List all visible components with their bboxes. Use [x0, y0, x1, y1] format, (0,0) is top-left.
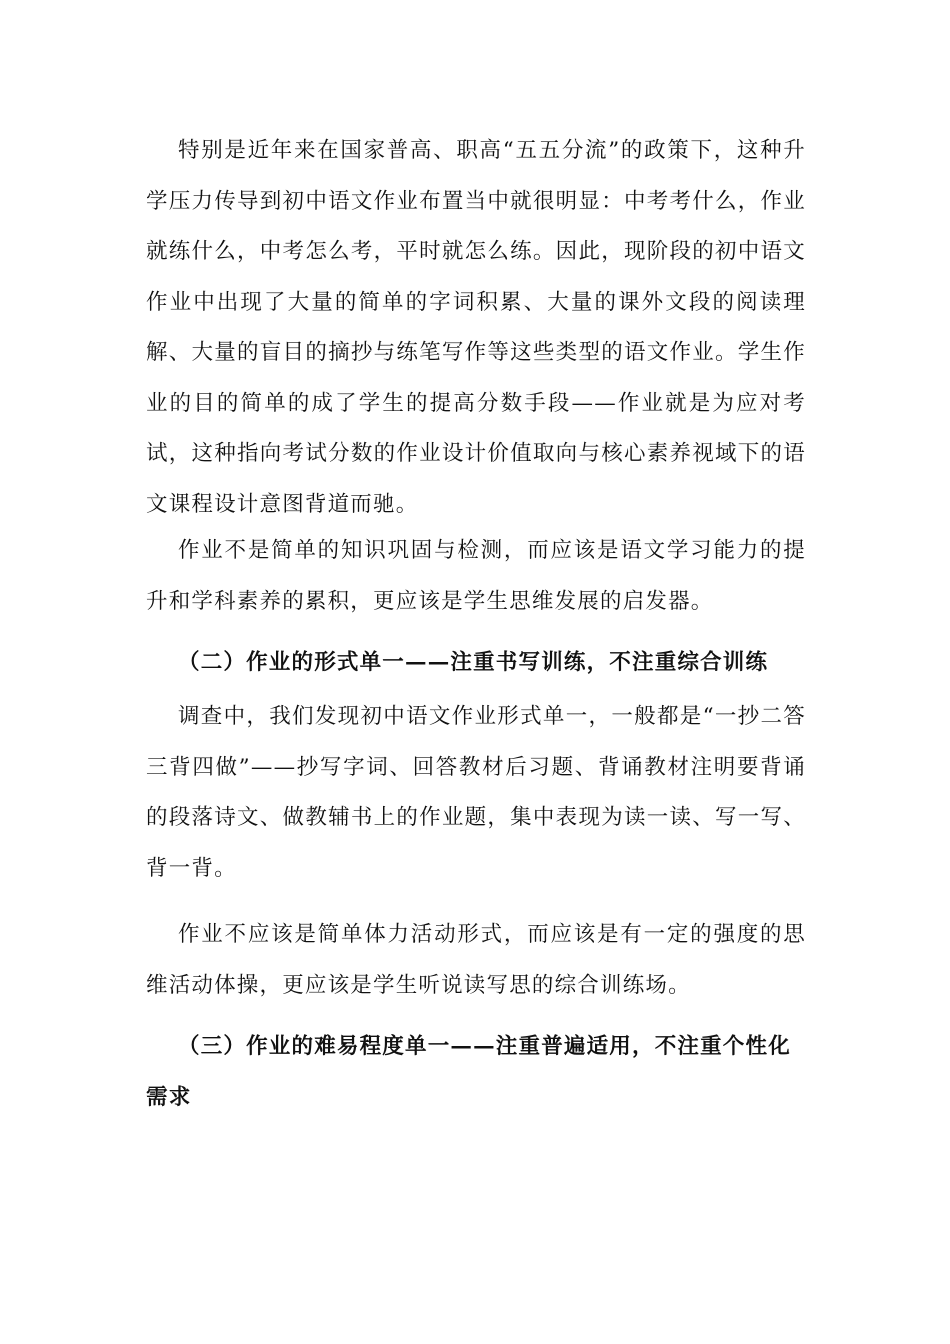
section-heading: （二）作业的形式单一——注重书写训练，不注重综合训练: [178, 650, 769, 675]
body-paragraph: 作业不应该是简单体力活动形式，而应该是有一定的强度的思维活动体操，更应该是学生听说读写思的综合训练场。: [146, 922, 806, 998]
body-paragraph: 特别是近年来在国家普高、职高“五五分流”的政策下，这种升学压力传导到初中语文作业布置当中就很明显：中考考什么，作业就练什么，中考怎么考，平时就怎么练。因此，现阶段的初中语文作业中出现了大量的简单的字词积累、大量的课外文段的阅读理解、大量的盲目的摘抄与练笔写作等这些类型的语文作业。学生作业的目的简单的成了学生的提高分数手段——作业就是为应对考试，这种指向考试分数的作业设计价值取向与核心素养视域下的语文课程设计意图背道而驰。: [146, 138, 806, 517]
body-paragraph: 调查中，我们发现初中语文作业形式单一，一般都是“一抄二答三背四做”——抄写字词、回答教材后习题、背诵教材注明要背诵的段落诗文、做教辅书上的作业题，集中表现为读一读、写一写、背一背。: [146, 704, 806, 881]
body-paragraph: 作业不是简单的知识巩固与检测，而应该是语文学习能力的提升和学科素养的累积，更应该是学生思维发展的启发器。: [146, 538, 806, 614]
section-heading: （三）作业的难易程度单一——注重普遍适用，不注重个性化需求: [146, 1034, 791, 1110]
